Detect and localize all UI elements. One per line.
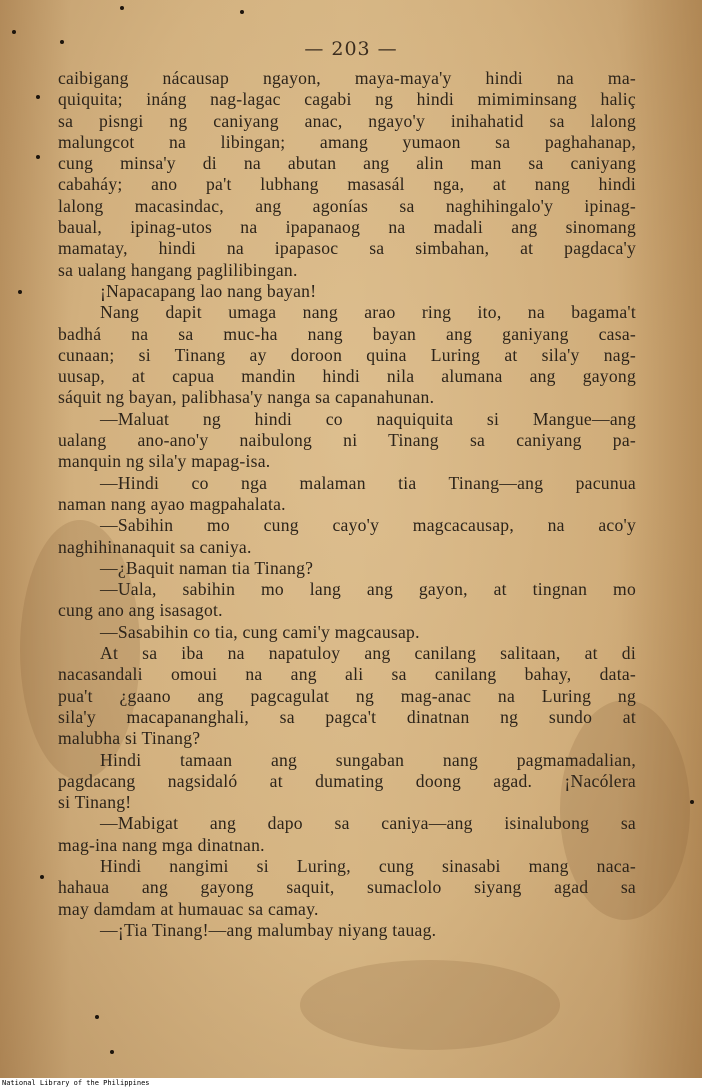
text-line: naghihinanaquit sa caniya. bbox=[58, 536, 252, 557]
text-line: Hindi tamaan ang sungaban nang pagmamadalian, bbox=[100, 749, 636, 770]
text-line: badhá na sa muc-ha nang bayan ang ganiyang casa- bbox=[58, 323, 636, 344]
text-line: manquin ng sila'y mapag-isa. bbox=[58, 451, 271, 472]
text-line: Nang dapit umaga nang arao ring ito, na bagama't bbox=[100, 302, 636, 323]
text-line: —¿Baquit naman tia Tinang? bbox=[100, 557, 314, 578]
text-line: Hindi nangimi si Luring, cung sinasabi mang naca- bbox=[100, 855, 636, 876]
text-line: si Tinang! bbox=[58, 792, 132, 813]
text-line: malubha si Tinang? bbox=[58, 728, 201, 749]
text-line: naman nang ayao magpahalata. bbox=[58, 493, 286, 514]
ink-speck bbox=[36, 155, 40, 159]
ink-speck bbox=[12, 30, 16, 34]
text-line: —Uala, sabihin mo lang ang gayon, at tingnan mo bbox=[100, 579, 636, 600]
ink-speck bbox=[240, 10, 244, 14]
text-line: may damdam at humauac sa camay. bbox=[58, 898, 319, 919]
text-line: sa ualang hangang paglilibingan. bbox=[58, 259, 298, 280]
text-line: sila'y macapananghali, sa pagca't dinatnan ng sundo at bbox=[58, 706, 636, 727]
text-line: cung minsa'y di na abutan ang alin man sa caniyang bbox=[58, 153, 636, 174]
ink-speck bbox=[110, 1050, 114, 1054]
text-line: uusap, at capua mandin hindi nila alumana ang gayong bbox=[58, 366, 636, 387]
ink-speck bbox=[36, 95, 40, 99]
text-line: quiquita; ináng nag-lagac cagabi ng hindi mimiminsang haliç bbox=[58, 89, 636, 110]
text-line: nacasandali omoui na ang ali sa canilang bahay, data- bbox=[58, 664, 636, 685]
text-line: sa pisngi ng caniyang anac, ngayo'y inihahatid sa lalong bbox=[58, 110, 636, 131]
text-line: —Hindi co nga malaman tia Tinang—ang pacunua bbox=[100, 472, 636, 493]
text-line: At sa iba na napatuloy ang canilang salitaan, at di bbox=[100, 643, 636, 664]
text-line: ualang ano-ano'y naibulong ni Tinang sa caniyang pa- bbox=[58, 430, 636, 451]
text-line: hahaua ang gayong saquit, sumaclolo siyang agad sa bbox=[58, 877, 636, 898]
ink-speck bbox=[40, 875, 44, 879]
ink-speck bbox=[120, 6, 124, 10]
ink-speck bbox=[18, 290, 22, 294]
text-line: mag-ina nang mga dinatnan. bbox=[58, 834, 265, 855]
text-line: pagdacang nagsidaló at dumating doong agad. ¡Nacólera bbox=[58, 770, 636, 791]
text-line: pua't ¿gaano ang pagcagulat ng mag-anac na Luring ng bbox=[58, 685, 636, 706]
text-line: sáquit ng bayan, palibhasa'y nanga sa capanahunan. bbox=[58, 387, 435, 408]
ink-speck bbox=[690, 800, 694, 804]
text-line: —Sabihin mo cung cayo'y magcacausap, na aco'y bbox=[100, 515, 636, 536]
text-line: —Sasabihin co tia, cung cami'y magcausap. bbox=[100, 621, 420, 642]
text-line: baual, ipinag-utos na ipapanaog na madali ang sinomang bbox=[58, 217, 636, 238]
footer-credit bbox=[0, 1078, 702, 1088]
text-line: caibigang nácausap ngayon, maya-maya'y hindi na ma- bbox=[58, 68, 636, 88]
page-number: — 203 — bbox=[304, 38, 398, 60]
library-credit: National Library of the Philippines bbox=[2, 1079, 150, 1087]
text-line: cunaan; si Tinang ay doroon quina Luring at sila'y nag- bbox=[58, 344, 636, 365]
paper-stain bbox=[300, 960, 560, 1050]
text-line: —¡Tia Tinang!—ang malumbay niyang tauag. bbox=[100, 919, 437, 940]
text-line: —Mabigat ang dapo sa caniya—ang isinalubong sa bbox=[100, 813, 636, 834]
text-line: cabaháy; ano pa't lubhang masasál nga, at nang hindi bbox=[58, 174, 636, 195]
ink-speck bbox=[95, 1015, 99, 1019]
text-line: mamatay, hindi na ipapasoc sa simbahan, at pagdaca'y bbox=[58, 238, 636, 259]
text-line: —Maluat ng hindi co naquiquita si Mangue—ang bbox=[100, 408, 636, 429]
body-text bbox=[58, 68, 636, 941]
text-line: lalong macasindac, ang agonías sa naghihingalo'y ipinag- bbox=[58, 195, 636, 216]
text-line: cung ano ang isasagot. bbox=[58, 600, 223, 621]
text-line: malungcot na libingan; amang yumaon sa paghahanap, bbox=[58, 131, 636, 152]
text-line: ¡Napacapang lao nang bayan! bbox=[100, 280, 317, 301]
